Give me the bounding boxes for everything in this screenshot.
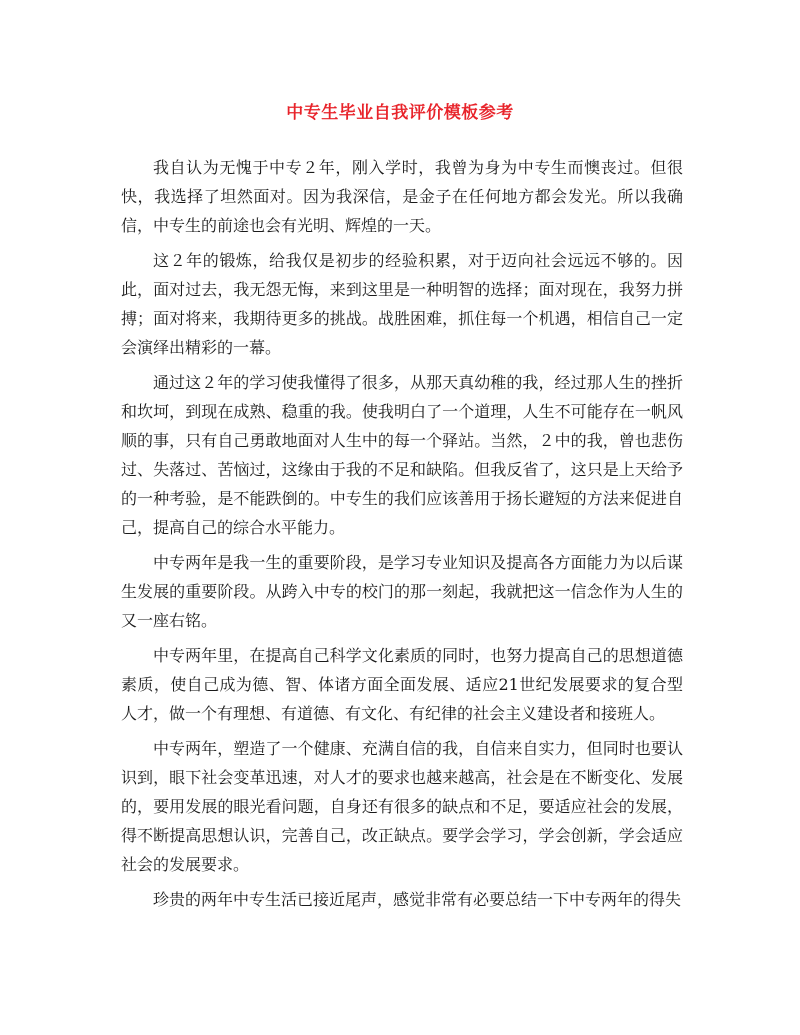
document-title: 中专生毕业自我评价模板参考 (286, 103, 514, 123)
paragraph-3: 通过这２年的学习使我懂得了很多，从那天真幼稚的我，经过那人生的挫折和坎坷，到现在成熟、稳重的我。使我明白了一个道理，人生不可能存在一帆风顺的事，只有自己勇敢地面对人生中的每一个驿站。当然，２中的我，曾也悲伤过、失落过、苦恼过，这缘由于我的不足和缺陷。但我反省了，这只是上天给予的一种考验，是不能跌倒的。中专生的我们应该善用于扬长避短的方法来促进自己，提高自己的综合水平能力。 (121, 373, 683, 537)
paragraph-5: 中专两年里，在提高自己科学文化素质的同时，也努力提高自己的思想道德素质，使自己成为德、智、体诸方面全面发展、适应21世纪发展要求的复合型人才，做一个有理想、有道德、有文化、有纪律的社会主义建设者和接班人。 (121, 646, 683, 723)
document-body (121, 153, 683, 920)
paragraph-1: 我自认为无愧于中专２年，刚入学时，我曾为身为中专生而懊丧过。但很快，我选择了坦然面对。因为我深信，是金子在任何地方都会发光。所以我确信，中专生的前途也会有光明、辉煌的一天。 (121, 158, 683, 235)
paragraph-6: 中专两年，塑造了一个健康、充满自信的我，自信来自实力，但同时也要认识到，眼下社会变革迅速，对人才的要求也越来越高，社会是在不断变化、发展的，要用发展的眼光看问题，自身还有很多的缺点和不足，要适应社会的发展，得不断提高思想认识，完善自己，改正缺点。要学会学习，学会创新，学会适应社会的发展要求。 (121, 739, 683, 874)
paragraph-4: 中专两年是我一生的重要阶段，是学习专业知识及提高各方面能力为以后谋生发展的重要阶段。从跨入中专的校门的那一刻起，我就把这一信念作为人生的又一座右铭。 (121, 553, 683, 630)
paragraph-7: 珍贵的两年中专生活已接近尾声，感觉非常有必要总结一下中专两年的得失 (153, 890, 682, 909)
paragraph-2: 这２年的锻炼，给我仅是初步的经验积累，对于迈向社会远远不够的。因此，面对过去，我无怨无悔，来到这里是一种明智的选择；面对现在，我努力拼搏；面对将来，我期待更多的挑战。战胜困难，抓住每一个机遇，相信自己一定会演绎出精彩的一幕。 (121, 251, 683, 357)
